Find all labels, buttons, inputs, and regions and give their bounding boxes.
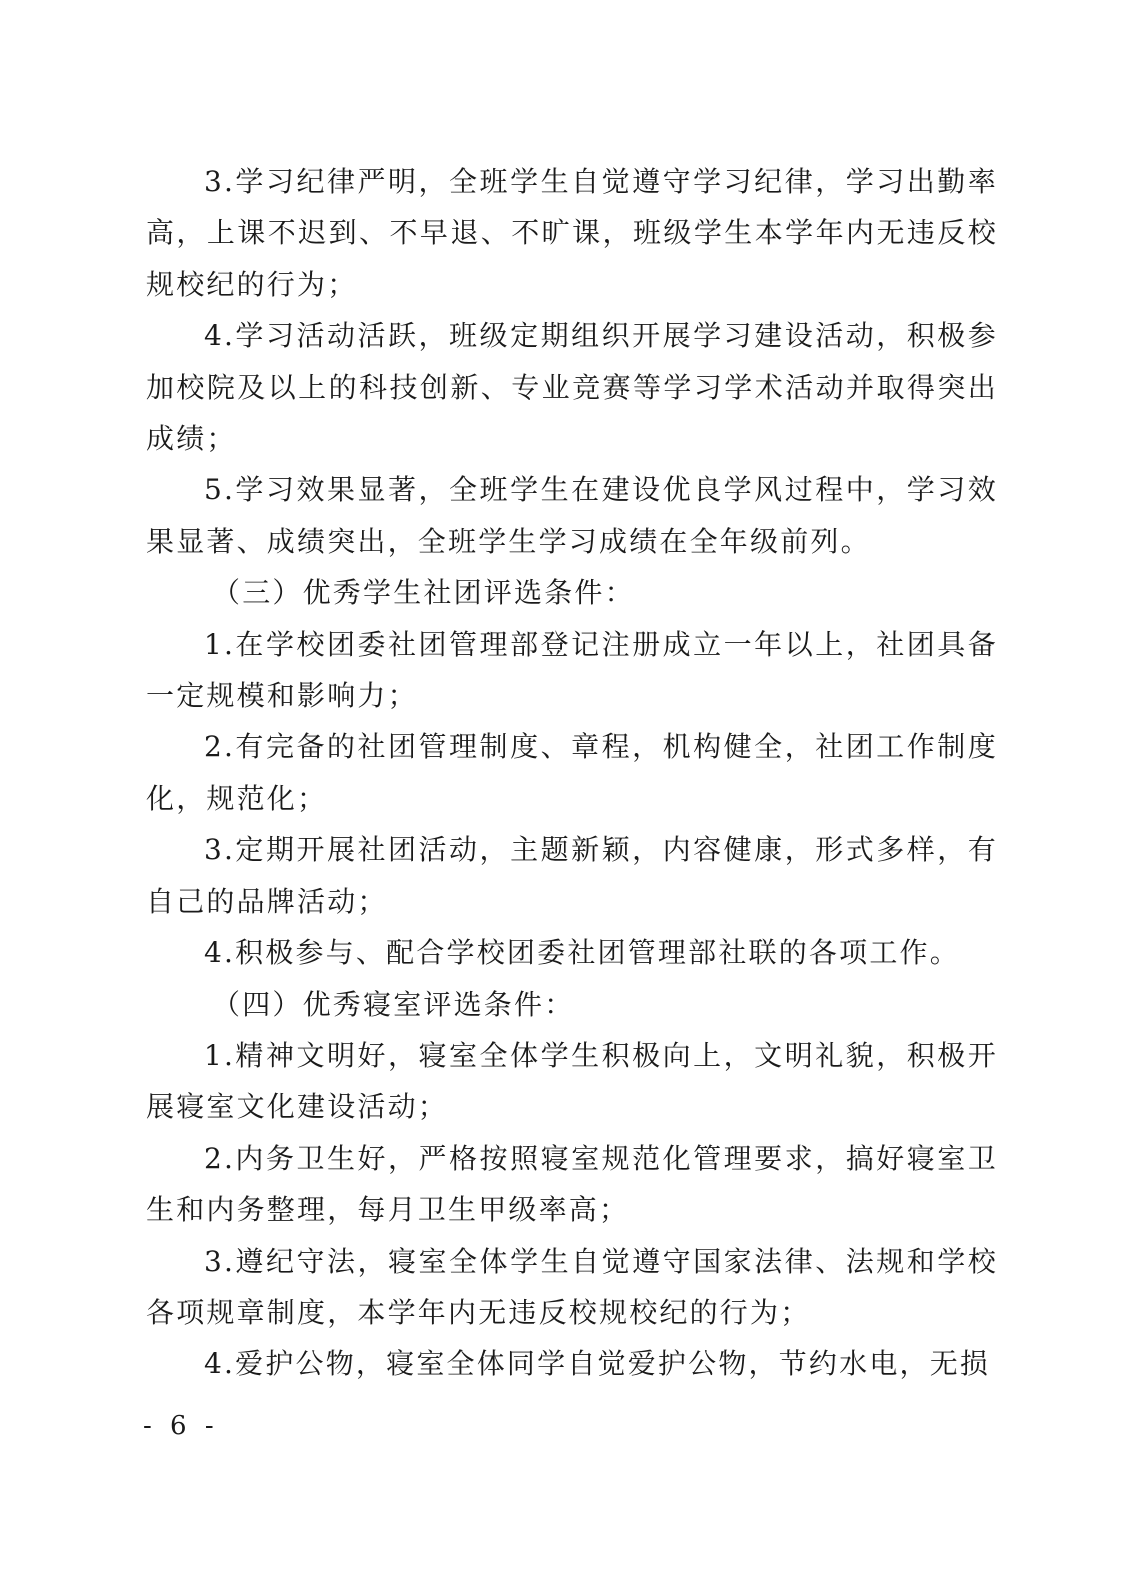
paragraph-club-cooperation: 4.积极参与、配合学校团委社团管理部社联的各项工作。 bbox=[204, 936, 960, 970]
page-number: - 6 - bbox=[143, 1411, 219, 1441]
paragraph-dorm-hygiene: 2.内务卫生好，严格按照寝室规范化管理要求，搞好寝室卫生和内务整理，每月卫生甲级率高； bbox=[146, 1141, 998, 1227]
paragraph-club-activities: 3.定期开展社团活动，主题新颖，内容健康，形式多样，有自己的品牌活动； bbox=[146, 833, 998, 918]
paragraph-learning-results: 5.学习效果显著，全班学生在建设优良学风过程中，学习效果显著、成绩突出，全班学生学习成绩在全年级前列。 bbox=[146, 473, 998, 558]
paragraph-learning-activities: 4.学习活动活跃，班级定期组织开展学习建设活动，积极参加校院及以上的科技创新、专业竞赛等学习学术活动并取得突出成绩； bbox=[146, 319, 998, 456]
paragraph-dorm-law: 3.遵纪守法，寝室全体学生自觉遵守国家法律、法规和学校各项规章制度，本学年内无违反校规校纪的行为； bbox=[146, 1244, 998, 1329]
paragraph-learning-discipline: 3.学习纪律严明，全班学生自觉遵守学习纪律，学习出勤率高，上课不迟到、不早退、不旷课，班级学生本学年内无违反校规校纪的行为； bbox=[146, 165, 998, 301]
paragraph-club-management: 2.有完备的社团管理制度、章程，机构健全，社团工作制度化，规范化； bbox=[146, 730, 998, 815]
section-heading-dormitory: （四）优秀寝室评选条件： bbox=[212, 987, 575, 1021]
document-body bbox=[146, 156, 998, 1390]
section-heading-student-club: （三）优秀学生社团评选条件： bbox=[212, 576, 635, 610]
paragraph-dorm-spirit: 1.精神文明好，寝室全体学生积极向上，文明礼貌，积极开展寝室文化建设活动； bbox=[146, 1038, 998, 1124]
paragraph-dorm-property: 4.爱护公物，寝室全体同学自觉爱护公物，节约水电，无损 bbox=[204, 1347, 991, 1381]
paragraph-club-registration: 1.在学校团委社团管理部登记注册成立一年以上，社团具备一定规模和影响力； bbox=[146, 627, 998, 713]
